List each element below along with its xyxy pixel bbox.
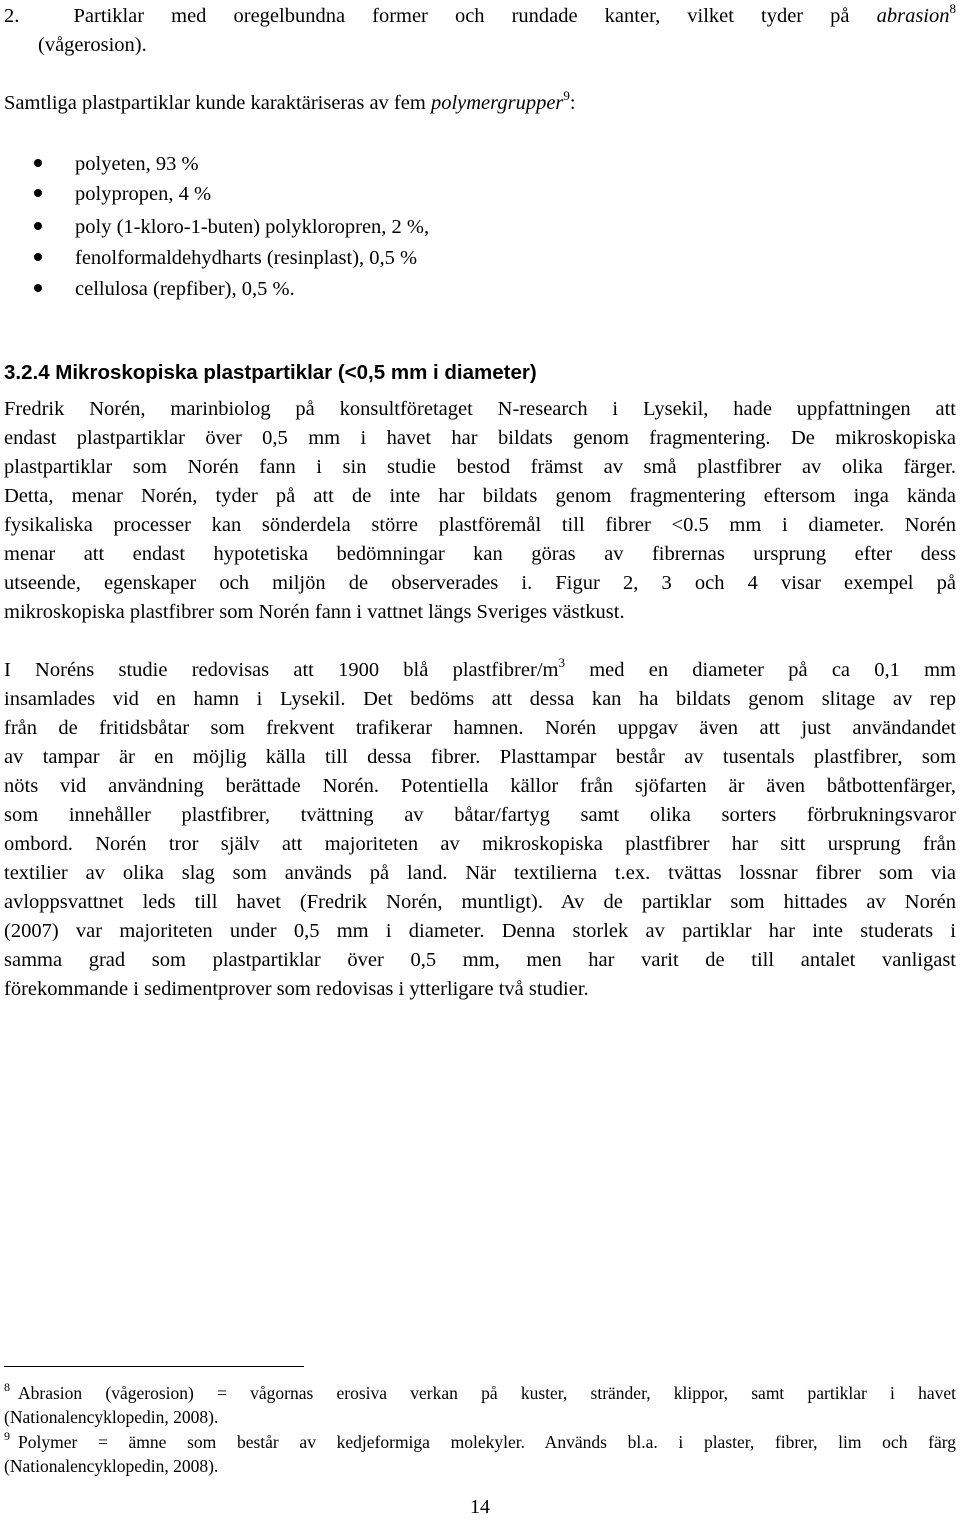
paragraph-line: Fredrik Norén, marinbiolog på konsultföretaget N-research i Lysekil, hade uppfattningen att	[4, 398, 956, 420]
list-item-2-text: 2. Partiklar med oregelbundna former och rundade kanter, vilket tyder på	[4, 5, 877, 27]
footnote-ref-9[interactable]: 9	[563, 88, 570, 104]
footnote-8-continuation: (Nationalencyklopedin, 2008).	[4, 1407, 219, 1427]
list-item-2-continuation: (vågerosion).	[38, 34, 147, 56]
bullet-icon	[34, 189, 42, 197]
paragraph-line: avloppsvattnet leds till havet (Fredrik Norén, muntligt). Av de partiklar som hittades av Norén	[4, 891, 956, 913]
paragraph-line: plastpartiklar som Norén fann i sin studie bestod främst av små plastfibrer av olika färger.	[4, 456, 956, 478]
paragraph-text: med en diameter på ca 0,1 mm	[564, 659, 956, 681]
footnote-8	[4, 1381, 956, 1407]
paragraph-line: från de fritidsbåtar som frekvent trafikerar hamnen. Norén uppgav även att just användandet	[4, 717, 956, 739]
page-number: 14	[470, 1496, 490, 1518]
polymer-list-item	[34, 213, 429, 242]
superscript-3: 3	[558, 655, 565, 671]
paragraph-line: fysikaliska processer kan sönderdela större plastföremål till fibrer <0.5 mm i diameter. Norén	[4, 514, 956, 536]
polymer-label: polyeten, 93 %	[75, 153, 199, 175]
polymer-intro-text: Samtliga plastpartiklar kunde karaktäriseras av fem	[4, 92, 431, 114]
paragraph-line: (2007) var majoriteten under 0,5 mm i diameter. Denna storlek av partiklar har inte studerats i	[4, 920, 956, 942]
footnote-9	[4, 1430, 956, 1456]
footnote-text: Abrasion (vågerosion) = vågornas erosiva verkan på kuster, stränder, klippor, samt partiklar i havet	[18, 1383, 956, 1403]
section-heading: 3.2.4 Mikroskopiska plastpartiklar (<0,5 mm i diameter)	[4, 361, 537, 384]
term-polymergrupper: polymergrupper	[430, 92, 564, 114]
polymer-label: fenolformaldehydharts (resinplast), 0,5 %	[75, 247, 418, 269]
polymer-intro-colon: :	[569, 92, 576, 114]
paragraph-text: I Noréns studie redovisas att 1900 blå plastfibrer/m	[4, 659, 559, 681]
polymer-list-item	[34, 150, 199, 179]
paragraph-line: endast plastpartiklar över 0,5 mm i havet har bildats genom fragmentering. De mikroskopiska	[4, 427, 956, 449]
paragraph-line: utseende, egenskaper och miljön de observerades i. Figur 2, 3 och 4 visar exempel på	[4, 572, 956, 594]
paragraph-line: menar att endast hypotetiska bedömningar kan göras av fibrernas ursprung efter dess	[4, 543, 956, 565]
bullet-icon	[34, 222, 42, 230]
paragraph-line: textilier av olika slag som används på land. När textilierna t.ex. tvättas lossnar fibrer som via	[4, 862, 956, 884]
paragraph-line: samma grad som plastpartiklar över 0,5 mm, men har varit de till antalet vanligast	[4, 949, 956, 971]
paragraph-line	[4, 656, 956, 685]
paragraph-line: mikroskopiska plastfibrer som Norén fann i vattnet längs Sveriges västkust.	[4, 601, 625, 623]
paragraph-line: nöts vid användning berättade Norén. Potentiella källor från sjöfarten är även båtbottenfärger,	[4, 775, 956, 797]
polymer-label: poly (1-kloro-1-buten) polykloropren, 2 %,	[75, 216, 430, 238]
polymer-list-item	[34, 244, 417, 273]
bullet-icon	[34, 159, 42, 167]
bullet-icon	[34, 284, 42, 292]
polymer-list-item	[34, 180, 211, 209]
list-item-2	[4, 2, 956, 31]
polymer-intro-sentence	[4, 89, 956, 118]
footnote-text: Polymer = ämne som består av kedjeformiga molekyler. Används bl.a. i plaster, fibrer, lim och färg	[18, 1432, 956, 1452]
paragraph-line: som innehåller plastfibrer, tvättning av båtar/fartyg samt olika sorters förbrukningsvaror	[4, 804, 956, 826]
footnote-number: 8	[4, 1380, 10, 1394]
paragraph-line: Detta, menar Norén, tyder på att de inte har bildats genom fragmentering eftersom inga kända	[4, 485, 956, 507]
footnote-number: 9	[4, 1429, 10, 1443]
term-abrasion: abrasion	[876, 5, 950, 27]
footnote-ref-8[interactable]: 8	[949, 1, 956, 17]
polymer-label: polypropen, 4 %	[75, 183, 212, 205]
paragraph-line: ombord. Norén tror själv att majoriteten av mikroskopiska plastfibrer har sitt ursprung från	[4, 833, 956, 855]
paragraph-line: insamlades vid en hamn i Lysekil. Det bedöms att dessa kan ha bildats genom slitage av rep	[4, 688, 956, 710]
bullet-icon	[34, 253, 42, 261]
polymer-label: cellulosa (repfiber), 0,5 %.	[75, 278, 295, 300]
paragraph-line: av tampar är en möjlig källa till dessa fibrer. Plasttampar består av tusentals plastfibrer, som	[4, 746, 956, 768]
paragraph-line: förekommande i sedimentprover som redovisas i ytterligare två studier.	[4, 978, 589, 1000]
polymer-list-item	[34, 275, 295, 304]
footnote-9-continuation: (Nationalencyklopedin, 2008).	[4, 1456, 219, 1476]
footnote-separator	[4, 1366, 304, 1367]
